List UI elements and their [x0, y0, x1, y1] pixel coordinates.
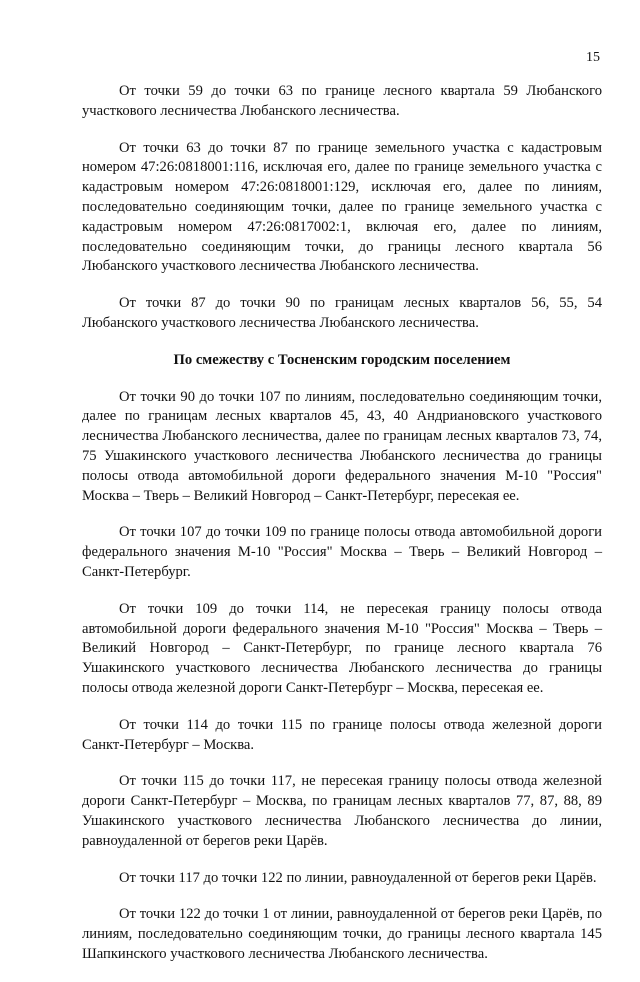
paragraph: От точки 114 до точки 115 по границе полосы отвода железной дороги Санкт-Петербург – Москва.: [82, 716, 602, 753]
paragraph: От точки 90 до точки 107 по линиям, последовательно соединяющим точки, далее по границам лесных кварталов 45, 43, 40 Андриановского участкового лесничества Любанского лесничества, далее по границам лесных кварталов 73, 74, 75 Ушакинского участкового лесничества Любанского лесничества до границы полосы отвода автомобильной дороги федерального значения М-10 "Россия" Москва – Тверь – Великий Новгород – Санкт-Петербург, пересекая ее.: [82, 388, 602, 504]
paragraph: От точки 59 до точки 63 по границе лесного квартала 59 Любанского участкового лесничества Любанского лесничества.: [82, 83, 602, 119]
page-number: 15: [586, 50, 600, 65]
paragraph: От точки 117 до точки 122 по линии, равноудаленной от берегов реки Царёв.: [119, 869, 597, 886]
paragraph: От точки 115 до точки 117, не пересекая границу полосы отвода железной дороги Санкт-Петербург – Москва, по границам лесных кварталов 77, 87, 88, 89 Ушакинского участкового лесничества Любанского лесничества до линии, равноудаленной от берегов реки Царёв.: [82, 773, 602, 849]
paragraph: От точки 87 до точки 90 по границам лесных кварталов 56, 55, 54 Любанского участкового лесничества Любанского лесничества.: [82, 295, 602, 331]
paragraph: От точки 109 до точки 114, не пересекая границу полосы отвода автомобильной дороги федерального значения М-10 "Россия" Москва – Тверь – Великий Новгород – Санкт-Петербург, по границе лесного квартала 76 Ушакинского участкового лесничества Любанского лесничества до границы полосы отвода железной дороги Санкт-Петербург – Москва, пересекая ее.: [82, 600, 602, 696]
section-heading: По смежеству с Тосненским городским поселением: [173, 351, 511, 368]
paragraph: От точки 122 до точки 1 от линии, равноудаленной от берегов реки Царёв, по линиям, последовательно соединяющим точки, до границы лесного квартала 145 Шапкинского участкового лесничества Любанского лесничества.: [82, 906, 602, 962]
document-body: [82, 82, 602, 982]
paragraph: От точки 107 до точки 109 по границе полосы отвода автомобильной дороги федерального значения М-10 "Россия" Москва – Тверь – Великий Новгород – Санкт-Петербург.: [82, 524, 602, 580]
paragraph: От точки 63 до точки 87 по границе земельного участка с кадастровым номером 47:26:0818001:116, исключая его, далее по границе земельного участка с кадастровым номером 47:26:0818001:129, исключая его, далее по линиям, последовательно соединяющим точки, далее по границе земельного участка с кадастровым номером 47:26:0817002:1, включая его, далее по линиям, последовательно соединяющим точки, до границы лесного квартала 56 Любанского участкового лесничества Любанского лесничества.: [82, 139, 602, 275]
